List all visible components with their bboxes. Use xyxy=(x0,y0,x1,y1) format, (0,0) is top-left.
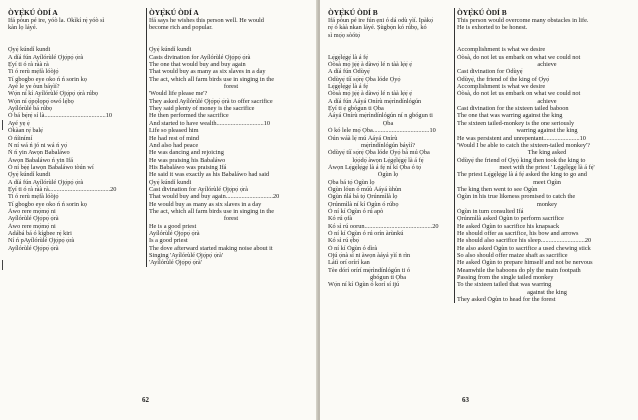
verse-line: Wọ́n ní kí Ògùn ó korí sí ijú xyxy=(328,281,400,289)
verse-line: mẹ́rìndínlógún báyìí? xyxy=(360,141,416,149)
verse-line: Ifá pòun pé ire fún ẹni ó dá odù yìí. Ìpàkọ̀ xyxy=(328,17,434,24)
verse-line: He was dancing and rejoicing xyxy=(149,149,224,157)
right-page xyxy=(320,0,638,420)
verse-line: Tí gbogbo eye oko ń ń sorin kọ xyxy=(8,75,87,83)
verse-line: Òkàan rẹ̀ balẹ̀ xyxy=(8,127,43,135)
verse-line: That would buy as many as six slaves in a day xyxy=(149,68,266,76)
verse-line: Life so pleased him xyxy=(149,127,199,135)
section-heading: ÒYẸ̀KÚ ÒDÍ A xyxy=(8,8,58,17)
verse-line: Òòsà, do not let us embark on what we could not xyxy=(457,53,581,61)
verse-line: Ọba bá tọ̀ Ògùn lọ xyxy=(328,178,375,186)
verse-line: Òún wáà lẹ̀ mú Àáyá Onírù xyxy=(328,134,398,142)
verse-line: Adábá bá ó kígbee rẹ̀ kiri xyxy=(8,229,72,237)
section-heading: ÒYẸ̀KÚ ÒDÍ B xyxy=(328,8,378,17)
verse-line: Òdùyẹ̀ tíí sọ̀rẹ̀ Ọba lóde Ọ̀yọ́ bá mú Ọba xyxy=(328,149,430,157)
verse-line: Tèe dórí orírí mẹ́rìndínlógún ti ó xyxy=(328,266,411,274)
verse-line: Ó bá bẹ̀rẹ̀ sí là.......................................10 xyxy=(8,112,113,120)
verse-line: achieve xyxy=(537,97,557,105)
verse-line: Accomplishment is what we desire xyxy=(457,46,546,54)
verse-line: To the sixteen tailed that was warring xyxy=(457,281,552,289)
verse-line xyxy=(457,39,637,46)
verse-line: Ayílórùlé Ọ̀jọ̀pọ̀ ọ̀rà xyxy=(149,229,200,237)
verse-line: Ojú ọ̀nà sì ni àwọn àáyá yìí ṅ rìn xyxy=(328,252,411,259)
verse-line: forest xyxy=(223,215,239,223)
verse-line: And started to have wealth..............................10 xyxy=(149,119,271,127)
verse-line: They asked Ògùn to head for the forest xyxy=(457,296,556,304)
verse-line: Àáyá Onírù mẹ́rìndínlógún ní n gbógun ti xyxy=(328,112,433,120)
verse-line: Ń ń yin Awọn Babaláwo xyxy=(8,149,70,157)
verse-line: meet with the priest ' Lẹ̀gẹ̀lẹ̀gẹ̀ là á fẹ̀' xyxy=(499,163,595,171)
verse-line: He asked Ògùn to sacrifice his knapsack xyxy=(457,222,560,230)
verse-line: Ògùn lóun ó múù Àáyá ùhùn xyxy=(328,185,402,193)
verse-line: Ti ó rerù mẹ́fà lóòjọ́ xyxy=(8,68,59,76)
verse-line: Ayé yẹ ẹ́ xyxy=(8,119,30,127)
verse-line: Ògùn in his true likeness promised to catch the xyxy=(457,193,576,201)
verse-line: meet Ògùn xyxy=(533,178,561,186)
verse-line: sì mọ̀ọ sòótọ́ xyxy=(328,31,361,39)
verse-line: The act, which all farm birds use in singing in the xyxy=(149,207,275,215)
verse-line: And also had peace xyxy=(149,141,199,149)
verse-line: The sixteen tailed-monkey is the one seriously xyxy=(457,119,575,127)
verse-line: Òdùyẹ̀ the friend of Ọ̀yọ́ king then took the king to xyxy=(457,156,586,164)
verse-line: 'Would I be able to catch the sixteen-tailed monkey'? xyxy=(457,141,590,149)
verse-line: Òdùyẹ̀, the friend of the king of Ọ̀yọ́ xyxy=(457,75,550,83)
verse-line: Ayé le ye òun báyìí? xyxy=(8,83,60,91)
verse-line: against the king xyxy=(527,288,567,296)
verse-line: Ní ń pAyílórùlé Ọ̀jọ̀pọ̀ ọ̀rà xyxy=(8,237,75,245)
yoruba-column-b xyxy=(328,8,448,289)
verse-line: become rich and popular. xyxy=(149,24,213,32)
verse-line: Ó ní kí Ògùn ó dìrà xyxy=(328,244,378,252)
verse-line: A díá fún Ayílórùlé Ọ̀jọ̀pọ̀ ọ̀rà xyxy=(8,53,84,61)
verse-line: The priest Lẹ̀gẹ̀lẹ̀gẹ̀ là á fẹ̀ asked the king to go and xyxy=(457,171,587,179)
verse-line: Kó sì rú oorun...........................................20 xyxy=(328,222,439,230)
verse-line: Ẹ̀yí ti ẹ̀ gbógun ti Ọba xyxy=(328,105,384,113)
verse-line: He was praising his Babaláwo xyxy=(149,156,226,164)
verse-line: A díá fún Ayílórùlé Ọ̀jọ̀pọ̀ ọ̀rà xyxy=(8,178,84,186)
page-edge-mark xyxy=(2,120,5,130)
english-column-a xyxy=(146,8,313,267)
verse-line: He is exhorted to be honest. xyxy=(457,24,528,32)
verse-line: Kó rú ọfà xyxy=(328,215,353,223)
verse-line xyxy=(457,32,637,39)
verse-line: Ó ní kí Ògùn ó rú orín àrùnkú xyxy=(328,229,404,237)
verse-line: Ọ̀yẹ̀ kúndí kundi xyxy=(149,46,192,54)
verse-line: He should offer as sacrifice, his bow and arrows xyxy=(457,229,579,237)
verse-line xyxy=(8,39,140,46)
verse-line: The king asked xyxy=(527,149,567,157)
verse-line: His Babaláwo was praising Ifá xyxy=(149,163,227,171)
verse-line: Ó kó lele mọ̀ Ọba....................................10 xyxy=(328,127,436,135)
verse-line: Ọba xyxy=(382,119,394,127)
verse-line: Ó ní kí Ògùn ó rú apò xyxy=(328,207,384,215)
verse-line: He is a good priest xyxy=(149,222,197,230)
verse-line: He also asked Ògùn to sacrifice a used chewing stick xyxy=(457,244,591,252)
verse-line: He was persistent and unrepentant.......................10 xyxy=(457,134,586,142)
verse-line: Lẹ̀gẹ̀lẹ̀gẹ̀ là á fẹ̀ xyxy=(328,53,369,61)
verse-line: Ayílórùlé Ọ̀jọ̀pọ̀ ọ̀rà xyxy=(8,244,59,252)
verse-line: N ní wá ń jó ni wá ń yọ̀ xyxy=(8,141,68,149)
verse-line: Ọ̀yẹ̀ kúndí kundi xyxy=(8,171,51,179)
verse-line: Ó ní bẹ́ẹ̀ lawọn Babaláwo tòún wí xyxy=(8,163,94,171)
verse-line: Àwo rere mọ̀mọ̀ ni xyxy=(8,207,56,215)
verse-line xyxy=(8,32,140,39)
verse-line: He should also sacrifice his sleep............................20 xyxy=(457,237,592,245)
verse-line: Is a good priest xyxy=(149,237,188,245)
verse-line: Casts divination for Ayílórùlé Ọ̀jọ̀pọ̀ ọ̀rà xyxy=(149,53,251,61)
page-number-left: 62 xyxy=(142,396,149,404)
section-heading: ÒYẸ̀KÚ ÒDÍ B xyxy=(457,8,507,17)
verse-line: Ògùn ńlá bá tọ̀ Ọrúnmìlà lọ xyxy=(328,193,398,201)
verse-line: Ayílórùlé Ọ̀jọ̀pọ̀ ọ̀rà xyxy=(8,215,59,223)
verse-line: Singing 'Ayílórùlé Ọ̀jọ̀pọ̀ ọ̀rà' xyxy=(149,252,223,259)
verse-line: Passing from the single tailed monkey xyxy=(457,274,554,282)
verse-line: Ògùn lọ xyxy=(377,171,399,179)
verse-line: Àwo rere mọ̀mọ̀ ni xyxy=(8,222,56,230)
verse-line: A díá fún Àáyá Onírù mẹ́rìndínlógún xyxy=(328,97,422,105)
verse-line: Cast divination for Ayílórùlé Ọ̀jọ̀pọ̀ ọ̀rà xyxy=(149,185,248,193)
verse-line xyxy=(149,39,313,46)
verse-line: achieve xyxy=(537,61,557,69)
verse-line: monkey xyxy=(536,200,558,208)
verse-line: rẹ̀ ó kàà nkan láyé. Ṣùgbọ́n kó rúbọ, kó xyxy=(328,24,427,32)
verse-line: kàn lọ láyé. xyxy=(8,24,38,32)
verse-line: Ayílórùlé bá rúbọ xyxy=(8,105,53,113)
verse-line: Wọ́n ní ọ̀pọ̀lọpọ̀ owó lẹ́bọ xyxy=(8,97,74,105)
verse-line: Látì orí orírí kan xyxy=(328,259,370,267)
verse-line: Ẹ̀yí ti ó rà ràà rà.......................................20 xyxy=(8,185,117,193)
verse-line: A díá fún Òdùyẹ̀ xyxy=(328,68,370,76)
verse-line: The one that was warring against the king xyxy=(457,112,563,120)
verse-line xyxy=(328,39,448,46)
verse-line: gbógun ti Ọba xyxy=(369,274,407,282)
verse-line: Àwọn Babaláwo ń yin Ifá xyxy=(8,156,74,164)
section-heading: ÒYẸ̀KÚ ÒDÍ A xyxy=(149,8,199,17)
yoruba-column-a xyxy=(8,8,140,252)
verse-line: lọ̀ọ̀dọ̀ àwọn Lẹ̀gẹ̀lẹ̀gẹ̀ là á fẹ̀ xyxy=(352,156,424,164)
verse-line: Ọrúnmìlà ní kí Ògùn ó rúbọ xyxy=(328,200,399,208)
verse-line: warring against the king xyxy=(516,127,578,135)
verse-line: Ifá says he wishes this person well. He would xyxy=(149,17,264,24)
verse-line: 'Would life please me'? xyxy=(149,90,208,98)
verse-line: The act, which all farm birds use in singing in the xyxy=(149,75,275,83)
verse-line: This person would overcome many obstacles in life. xyxy=(457,17,589,24)
verse-line: Ẹ̀yí ti ó rà ràà rà xyxy=(8,61,49,69)
verse-line: Cast divination for the sixteen tailed baboon xyxy=(457,105,569,113)
verse-line: Òdùyẹ̀ tíí sọ̀rẹ̀ Ọba lóde Ọ̀yọ́ xyxy=(328,75,401,83)
verse-line: Òòsà mọ̀ jẹ̀ẹ́ à dàwọ̀ lé n tàà lẹ̀ẹ̀ ẹ̀ xyxy=(328,90,413,98)
verse-line: The one that would buy and buy again xyxy=(149,61,246,69)
verse-line xyxy=(149,32,313,39)
verse-line: He would buy as many as six slaves in a day xyxy=(149,200,262,208)
verse-line: Meanwhile the baboons do ply the main footpath xyxy=(457,266,581,274)
verse-line: Accomplishment is what we desire xyxy=(457,83,546,91)
verse-line: Cast divination for Òdùyẹ̀ xyxy=(457,68,523,76)
verse-line: Lẹ̀gẹ̀lẹ̀gẹ̀ là á fẹ̀ xyxy=(328,83,369,91)
verse-line: Ògùn in turn consulted Ifá xyxy=(457,207,524,215)
verse-line: Òòsà, do not let us embark on what we could not xyxy=(457,90,581,98)
verse-line: He asked Ògùn to prepare himself and not be nervous xyxy=(457,259,593,267)
verse-line: Wọ́n ní kí Ayílórùlé Ọ̀jọ̀pọ̀ ọ̀rà rúbọ xyxy=(8,90,99,98)
verse-line: He had rest of mind xyxy=(149,134,200,142)
verse-line: Òòsà mọ̀ jẹ̀ẹ́ à dàwọ̀ lé n tàà lẹ̀ẹ̀ ẹ̀ xyxy=(328,61,413,69)
verse-line: forest xyxy=(223,83,239,91)
verse-line: That would buy and buy again..............................20 xyxy=(149,193,280,201)
verse-line: Àwọn Lẹ̀gẹ̀lẹ̀gẹ̀ là á fẹ̀ ní kí Ọba ó tọ̀ xyxy=(328,163,422,171)
page-edge-mark xyxy=(2,260,5,270)
verse-line: Tí gbogbo eye oko ń ń sorin kọ xyxy=(8,200,87,208)
page-number-right: 63 xyxy=(462,396,469,404)
verse-line: Ti ó rerù mẹ́fà lóòjọ́ xyxy=(8,193,59,201)
left-page xyxy=(0,0,318,420)
english-column-b xyxy=(454,8,637,303)
verse-line: So also should offer maize shaft as sacrifice xyxy=(457,252,568,259)
verse-line: Ọ̀yẹ̀ kúndí kundi xyxy=(149,178,192,186)
verse-line: He said it was exactly as his Babaláwo had said xyxy=(149,171,270,179)
verse-line: The dove afterward started making noise about it xyxy=(149,244,273,252)
verse-line: 'Ayílórùlé Ọ̀jọ̀pọ̀ ọ̀rà' xyxy=(149,259,202,267)
verse-line xyxy=(328,46,448,53)
verse-line: Ó ńíinímí xyxy=(8,134,33,142)
verse-line: They said plenty of money is the sacrifice xyxy=(149,105,255,113)
verse-line: The king then went to see Ògùn xyxy=(457,185,538,193)
verse-line: He then performed the sacrifice xyxy=(149,112,229,120)
verse-line: Kó sì rú ẹ̀bọ̀ xyxy=(328,237,359,245)
verse-line: They asked Ayílórùlé Ọ̀jọ̀pọ̀ ọ̀rà to offer sacrifice xyxy=(149,97,273,105)
verse-line: Ifá pòun pé ire, yóò la. Òkìkí rẹ̀ yóò sì xyxy=(8,17,105,24)
verse-line: Ọrúnmìlà asked Ògùn to perform sacrifice xyxy=(457,215,564,223)
verse-line: Ọ̀yẹ̀ kúndí kundi xyxy=(8,46,51,54)
